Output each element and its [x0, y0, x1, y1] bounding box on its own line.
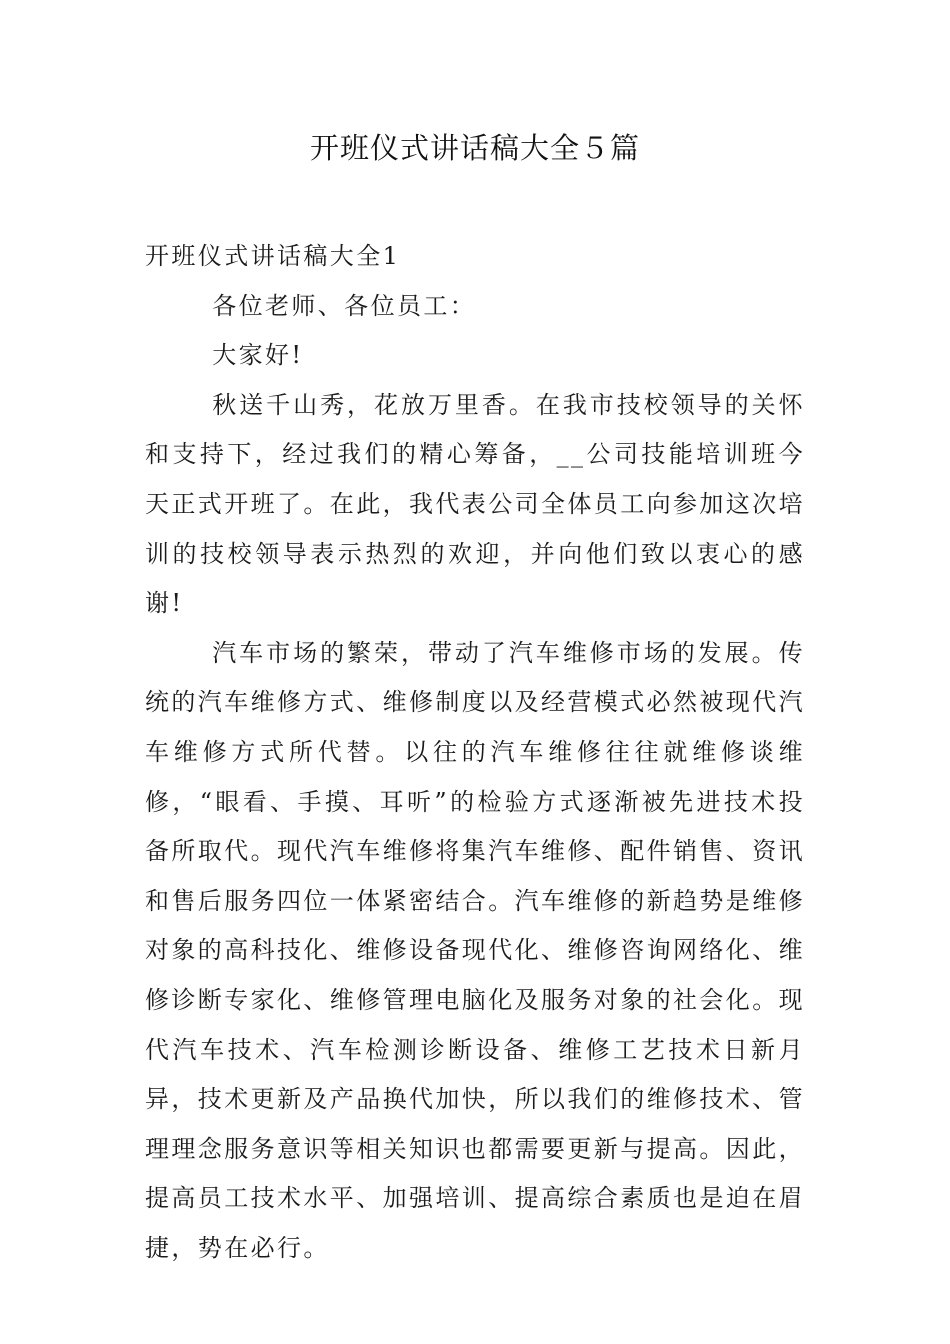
section-heading: 开班仪式讲话稿大全1 — [145, 242, 401, 270]
body-paragraph: 秋送千山秀，花放万里香。在我市技校领导的关怀和支持下，经过我们的精心筹备，__公司技能培训班今天正式开班了。在此，我代表公司全体员工向参加这次培训的技校领导表示热烈的欢迎，并向他们致以衷心的感谢! — [145, 390, 805, 618]
document-title: 开班仪式讲话稿大全５篇 — [309, 131, 640, 165]
body-paragraph: 汽车市场的繁荣，带动了汽车维修市场的发展。传统的汽车维修方式、维修制度以及经营模式必然被现代汽车维修方式所代替。以往的汽车维修往往就维修谈维修，“眼看、手摸、耳听”的检验方式逐渐被先进技术投备所取代。现代汽车维修将集汽车维修、配件销售、资讯和售后服务四位一体紧密结合。汽车维修的新趋势是维修对象的高科技化、维修设备现代化、维修咨询网络化、维修诊断专家化、维修管理电脑化及服务对象的社会化。现代汽车技术、汽车检测诊断设备、维修工艺技术日新月异，技术更新及产品换代加快，所以我们的维修技术、管理理念服务意识等相关知识也都需要更新与提高。因此，提高员工技术水平、加强培训、提高综合素质也是迫在眉捷，势在必行。 — [145, 638, 805, 1262]
greeting-paragraph: 大家好! — [212, 341, 304, 370]
document-body — [145, 232, 805, 1273]
salutation-paragraph: 各位老师、各位员工： — [212, 291, 477, 320]
